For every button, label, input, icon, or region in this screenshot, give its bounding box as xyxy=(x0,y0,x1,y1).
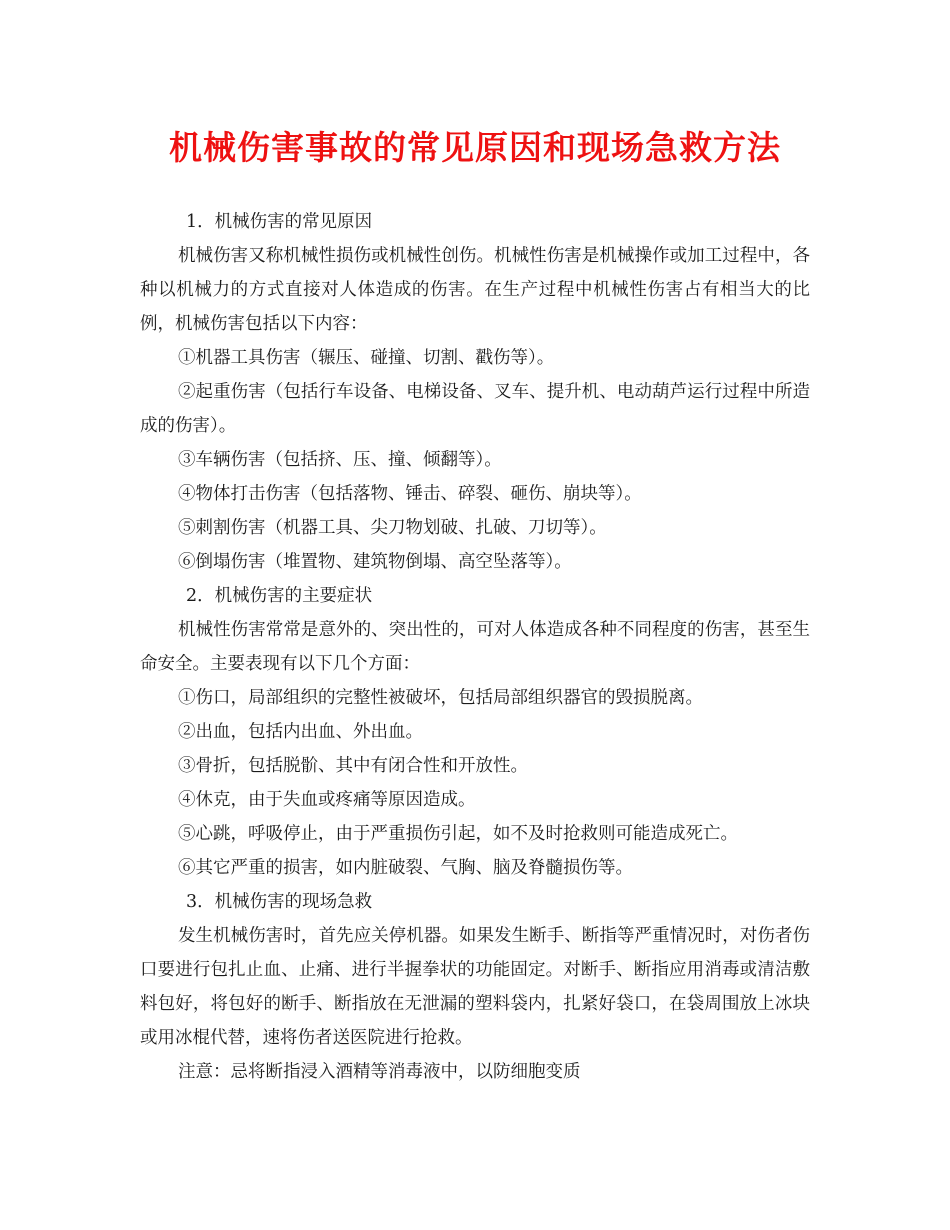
list-item-tool-injury: ①机器工具伤害（辗压、碰撞、切割、戳伤等）。 xyxy=(178,348,555,368)
paragraph-definition: 机械伤害又称机械性损伤或机械性创伤。机械性伤害是机械操作或加工过程中，各种以机械力的方式直接对人体造成的伤害。在生产过程中机械性伤害占有相当大的比例，机械伤害包括以下内容： xyxy=(140,246,810,334)
document-title: 机械伤害事故的常见原因和现场急救方法 xyxy=(169,128,781,167)
list-item-other-damage: ⑥其它严重的损害，如内脏破裂、气胸、脑及脊髓损伤等。 xyxy=(178,858,633,878)
list-item-fracture: ③骨折，包括脱骱、其中有闭合性和开放性。 xyxy=(178,756,528,776)
list-item-vehicle-injury: ③车辆伤害（包括挤、压、撞、倾翻等）。 xyxy=(178,450,502,470)
paragraph-caution: 注意：忌将断指浸入酒精等消毒液中，以防细胞变质 xyxy=(178,1062,581,1082)
paragraph-first-aid: 发生机械伤害时，首先应关停机器。如果发生断手、断指等严重情况时，对伤者伤口要进行包扎止血、止痛、进行半握拳状的功能固定。对断手、断指应用消毒或清洁敷料包好，将包好的断手、断指放在无泄漏的塑料袋内，扎紧好袋口，在袋周围放上冰块或用冰棍代替，速将伤者送医院进行抢救。 xyxy=(140,926,810,1048)
list-item-wound: ①伤口，局部组织的完整性被破坏，包括局部组织器官的毁损脱离。 xyxy=(178,688,703,708)
list-item-bleeding: ②出血，包括内出血、外出血。 xyxy=(178,722,423,742)
paragraph-symptoms-intro: 机械性伤害常常是意外的、突出性的，可对人体造成各种不同程度的伤害，甚至生命安全。主要表现有以下几个方面： xyxy=(140,620,810,674)
list-item-shock: ④休克，由于失血或疼痛等原因造成。 xyxy=(178,790,476,810)
list-item-cardiac-arrest: ⑤心跳，呼吸停止，由于严重损伤引起，如不及时抢救则可能造成死亡。 xyxy=(178,824,738,844)
list-item-cut-injury: ⑤刺割伤害（机器工具、尖刀物划破、扎破、刀切等）。 xyxy=(178,518,607,538)
list-item-strike-injury: ④物体打击伤害（包括落物、锤击、碎裂、砸伤、崩块等）。 xyxy=(178,484,642,504)
section-heading-symptoms: 2．机械伤害的主要症状 xyxy=(186,586,373,606)
section-heading-causes: 1．机械伤害的常见原因 xyxy=(186,212,373,232)
document-body xyxy=(140,205,810,1089)
list-item-lifting-injury: ②起重伤害（包括行车设备、电梯设备、叉车、提升机、电动葫芦运行过程中所造成的伤害）。 xyxy=(140,382,810,436)
section-heading-first-aid: 3．机械伤害的现场急救 xyxy=(186,892,373,912)
list-item-collapse-injury: ⑥倒塌伤害（堆置物、建筑物倒塌、高空坠落等）。 xyxy=(178,552,572,572)
